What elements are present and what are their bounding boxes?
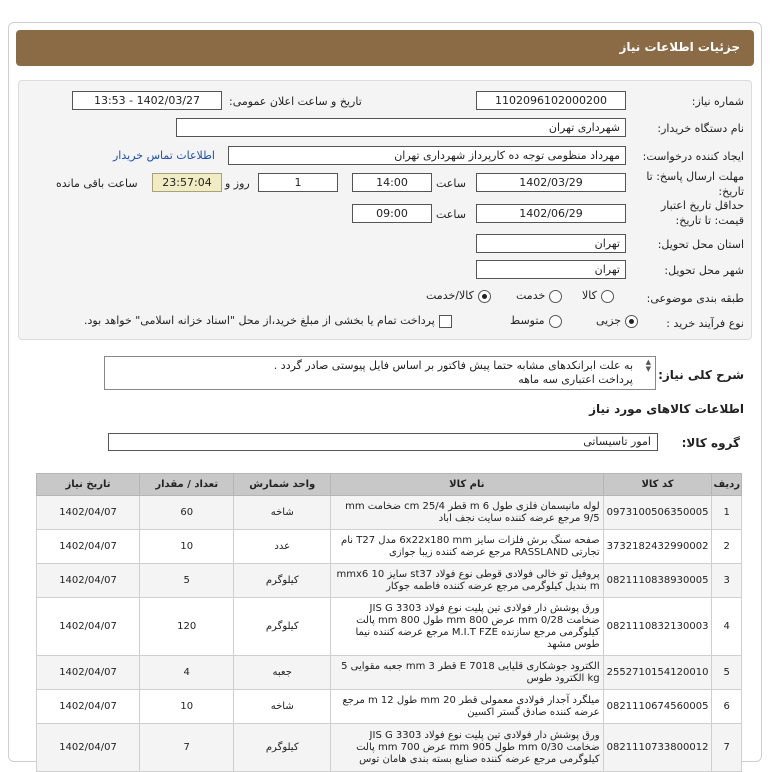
cell-code: 0821110832130003 (603, 598, 712, 656)
cell-code: 3732182432990002 (603, 530, 712, 564)
table-row[interactable] (37, 530, 742, 564)
deadline-time-label: ساعت (436, 177, 466, 190)
need-number-label: شماره نیاز: (691, 95, 744, 108)
cell-row: 3 (712, 564, 742, 598)
cell-qty: 7 (140, 724, 234, 772)
cell-date: 1402/04/07 (37, 690, 140, 724)
province-field[interactable]: تهران (476, 234, 626, 253)
remaining-time-field: 23:57:04 (152, 173, 222, 192)
col-qty: تعداد / مقدار (140, 474, 234, 496)
page-header (16, 30, 754, 66)
cell-name: پروفیل تو خالی فولادی قوطی نوع فولاد st37 سایز mmx6 10 m بندیل کیلوگرمی مرجع عرضه کننده فاطمه جوکار (331, 564, 604, 598)
col-row: ردیف (712, 474, 742, 496)
treasury-checkbox[interactable] (439, 315, 452, 328)
category-radio-goods[interactable] (601, 290, 614, 303)
cell-name: الکترود جوشکاری قلیایی E 7018 قطر mm 3 جعبه مقوایی 5 kg الکترود طوس (331, 656, 604, 690)
goods-group-field[interactable]: امور تاسیساتی (108, 433, 658, 451)
cell-code: 0973100506350005 (603, 496, 712, 530)
validity-date-field[interactable]: 1402/06/29 (476, 204, 626, 223)
process-label: نوع فرآیند خرید : (666, 317, 744, 330)
cell-qty: 5 (140, 564, 234, 598)
validity-time-field[interactable]: 09:00 (352, 204, 432, 223)
deadline-time-field[interactable]: 14:00 (352, 173, 432, 192)
process-radio-minor[interactable] (625, 315, 638, 328)
category-label: طبقه بندی موضوعی: (646, 292, 744, 305)
need-number-field[interactable]: 1102096102000200 (476, 91, 626, 110)
cell-row: 6 (712, 690, 742, 724)
table-row[interactable] (37, 724, 742, 772)
creator-label: ایجاد کننده درخواست: (642, 150, 744, 163)
cell-unit: جعبه (234, 656, 331, 690)
buyer-label: نام دستگاه خریدار: (657, 122, 744, 135)
cell-date: 1402/04/07 (37, 530, 140, 564)
cell-unit: شاخه (234, 690, 331, 724)
cell-qty: 120 (140, 598, 234, 656)
buyer-contact-link[interactable]: اطلاعات تماس خریدار (113, 149, 215, 162)
table-row[interactable] (37, 564, 742, 598)
cell-row: 4 (712, 598, 742, 656)
goods-group-label: گروه کالا: (681, 436, 740, 450)
category-option-service[interactable]: خدمت (516, 289, 562, 303)
page-title: جزئیات اطلاعات نیاز (619, 40, 740, 54)
cell-name: ورق پوشش دار فولادی تین پلیت نوع فولاد JIS G 3303 ضخامت mm 0/30 طول mm 905 عرض mm 700 پالت کیلوگرمی مرجع عرضه کننده صنایع بسته بندی هامان توس (331, 724, 604, 772)
cell-code: 2552710154120010 (603, 656, 712, 690)
cell-qty: 10 (140, 690, 234, 724)
cell-unit: کیلوگرم (234, 564, 331, 598)
col-date: تاریخ نیاز (37, 474, 140, 496)
goods-section-title: اطلاعات کالاهای مورد نیاز (589, 402, 744, 416)
deadline-date-field[interactable]: 1402/03/29 (476, 173, 626, 192)
cell-date: 1402/04/07 (37, 564, 140, 598)
cell-code: 0821110838930005 (603, 564, 712, 598)
city-label: شهر محل تحویل: (664, 264, 744, 277)
scroll-arrows-icon[interactable]: ▲ ▼ (645, 358, 651, 373)
buyer-field[interactable]: شهرداری تهران (176, 118, 626, 137)
process-radio-medium[interactable] (549, 315, 562, 328)
cell-name: میلگرد آجدار فولادی معمولی قطر mm 20 طول m 12 مرجع عرضه کننده صادق گستر اکسین (331, 690, 604, 724)
deadline-days-field[interactable]: 1 (258, 173, 338, 192)
cell-code: 0821110733800012 (603, 724, 712, 772)
description-label: شرح کلی نیاز: (658, 368, 744, 382)
category-option-goods[interactable]: کالا (582, 289, 614, 303)
col-name: نام کالا (331, 474, 604, 496)
goods-table (36, 473, 742, 772)
cell-qty: 4 (140, 656, 234, 690)
category-option-goods-service[interactable]: کالا/خدمت (426, 289, 491, 303)
table-row[interactable] (37, 496, 742, 530)
validity-time-label: ساعت (436, 208, 466, 221)
province-label: استان محل تحویل: (657, 238, 744, 251)
process-option-medium[interactable]: متوسط (510, 314, 562, 328)
table-row[interactable] (37, 656, 742, 690)
validity-label-2: قیمت: تا تاریخ: (675, 214, 744, 227)
cell-qty: 60 (140, 496, 234, 530)
process-option-minor[interactable]: جزیی (596, 314, 638, 328)
category-radio-service[interactable] (549, 290, 562, 303)
announce-date-label: تاریخ و ساعت اعلان عمومی: (229, 95, 362, 108)
cell-row: 5 (712, 656, 742, 690)
city-field[interactable]: تهران (476, 260, 626, 279)
cell-unit: عدد (234, 530, 331, 564)
days-label: روز و (225, 177, 250, 190)
validity-label-1: حداقل تاریخ اعتبار (660, 199, 744, 212)
cell-row: 1 (712, 496, 742, 530)
cell-date: 1402/04/07 (37, 656, 140, 690)
cell-unit: شاخه (234, 496, 331, 530)
deadline-label-1: مهلت ارسال پاسخ: تا (646, 170, 744, 183)
table-header-row (37, 474, 742, 496)
cell-date: 1402/04/07 (37, 724, 140, 772)
cell-name: صفحه سنگ برش فلزات سایز 6x22x180 mm مدل T27 نام تجارتی RASSLAND مرجع عرضه کننده زیبا جوازی (331, 530, 604, 564)
col-unit: واحد شمارش (234, 474, 331, 496)
remaining-label: ساعت باقی مانده (56, 177, 138, 190)
cell-qty: 10 (140, 530, 234, 564)
treasury-option[interactable]: پرداخت تمام یا بخشی از مبلغ خرید،از محل "اسناد خزانه اسلامی" خواهد بود. (84, 314, 452, 328)
announce-date-field[interactable]: 1402/03/27 - 13:53 (72, 91, 222, 110)
description-line-2: پرداخت اعتباری سه ماهه (518, 373, 633, 386)
col-code: کد کالا (603, 474, 712, 496)
category-radio-goods-service[interactable] (478, 290, 491, 303)
cell-date: 1402/04/07 (37, 496, 140, 530)
description-line-1: به علت ابرانکدهای مشابه حتما پیش فاکتور بر اساس فایل پیوستی صادر گردد . (273, 359, 633, 372)
cell-code: 0821110674560005 (603, 690, 712, 724)
table-row[interactable] (37, 690, 742, 724)
deadline-label-2: تاریخ: (718, 185, 744, 198)
cell-name: ورق پوشش دار فولادی تین پلیت نوع فولاد JIS G 3303 ضخامت mm 0/28 عرض mm 800 طول mm 800 پالت کیلوگرمی مرجع سازنده M.I.T FZE مرجع عرضه کننده نیما طوس مشهد (331, 598, 604, 656)
cell-name: لوله مانیسمان فلزی طول m 6 قطر cm 25/4 ضخامت mm 9/5 مرجع عرضه کننده سایت نجف اباد (331, 496, 604, 530)
cell-row: 7 (712, 724, 742, 772)
cell-unit: کیلوگرم (234, 724, 331, 772)
cell-row: 2 (712, 530, 742, 564)
description-textarea[interactable] (104, 356, 656, 390)
creator-field[interactable]: مهرداد منظومی توجه ده کارپرداز شهرداری تهران (228, 146, 626, 165)
cell-unit: کیلوگرم (234, 598, 331, 656)
cell-date: 1402/04/07 (37, 598, 140, 656)
table-row[interactable] (37, 598, 742, 656)
